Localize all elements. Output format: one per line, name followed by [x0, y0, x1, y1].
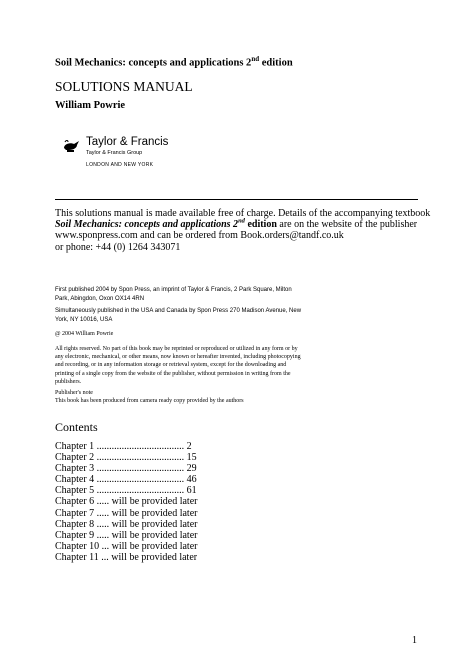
contents-heading: Contents [55, 420, 98, 434]
toc-entry[interactable]: Chapter 6 ..... will be provided later [55, 496, 198, 508]
logo-group: Taylor & Francis Group [86, 150, 143, 156]
toc-entry[interactable]: Chapter 2 ................................... 15 [55, 452, 197, 464]
notice-line: Soil Mechanics: concepts and applications 2nd edition are on the website of the publisher [55, 217, 418, 231]
toc-entry[interactable]: Chapter 3 ................................... 29 [55, 463, 197, 475]
table-of-contents [55, 441, 197, 563]
toc-entry[interactable]: Chapter 9 ..... will be provided later [55, 529, 198, 541]
publishers-note: Publisher's note This book has been produced from camera ready copy provided by the authors [55, 390, 244, 405]
simultaneous-publication-statement: Simultaneously published in the USA and Canada by Spon Press 270 Madison Avenue, New York, NY 10016, USA [55, 308, 302, 324]
toc-entry[interactable]: Chapter 4 ................................... 46 [55, 474, 197, 486]
copyright-line: @ 2004 William Powrie [55, 331, 114, 337]
logo-cities: LONDON AND NEW YORK [86, 162, 154, 168]
toc-entry[interactable]: Chapter 7 ..... will be provided later [55, 507, 198, 519]
manual-title: SOLUTIONS MANUAL [55, 79, 193, 94]
toc-entry[interactable]: Chapter 1 ................................... 2 [55, 441, 192, 452]
availability-notice [55, 208, 431, 253]
notice-line: www.sponpress.com and can be ordered from Book.orders@tandf.co.uk [55, 230, 344, 242]
notice-line: This solutions manual is made available free of charge. Details of the accompanying textbook [55, 208, 431, 219]
page-number: 1 [412, 635, 417, 646]
toc-entry[interactable]: Chapter 8 ..... will be provided later [55, 518, 198, 530]
book-title: Soil Mechanics: concepts and applications 2nd edition [55, 55, 293, 69]
horizontal-divider [55, 199, 418, 200]
toc-entry[interactable]: Chapter 5 ................................... 61 [55, 485, 197, 497]
publisher-logo [62, 136, 192, 171]
first-published-statement: First published 2004 by Spon Press, an imprint of Taylor & Francis, 2 Park Square, Milton Park, Abingdon, Oxon OX14 4RN [55, 287, 292, 303]
toc-entry[interactable]: Chapter 11 ... will be provided later [55, 551, 198, 563]
toc-entry[interactable]: Chapter 10 ... will be provided later [55, 540, 198, 552]
oil-lamp-icon [62, 139, 82, 153]
logo-name: Taylor & Francis [86, 136, 169, 148]
rights-statement: All rights reserved. No part of this book may be reprinted or reproduced or utilized in any form or by any electronic, mechanical, or other means, now known or hereafter invented, including photocopying and recording, or in any information storage or retrieval system, except for the downloading and printing of a single copy from the website of the publisher, without permission in writing from the publishers. [55, 346, 301, 385]
notice-line: or phone: +44 (0) 1264 343071 [55, 241, 181, 253]
author-name: William Powrie [55, 100, 126, 111]
